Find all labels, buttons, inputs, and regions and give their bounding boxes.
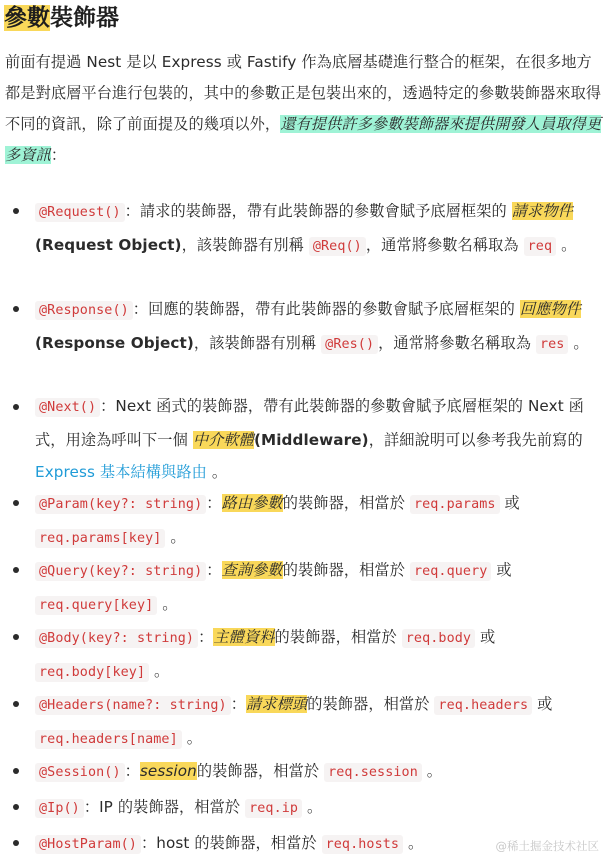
item-text: 。 [157, 595, 178, 613]
watermark: @稀土掘金技术社区 [495, 839, 599, 853]
item-text: 的裝飾器，相當於 [307, 695, 435, 713]
highlight-session: session [139, 762, 197, 780]
bullet [13, 634, 19, 640]
intro-end: ： [50, 146, 67, 164]
heading-highlight: 參數 [4, 5, 50, 31]
section-heading [4, 2, 119, 34]
code-param: @Param(key?: string) [35, 495, 206, 514]
item-text: 。 [568, 334, 589, 352]
code-req: @Req() [309, 237, 366, 256]
bullet [13, 701, 19, 707]
highlight-request-object: 請求物件 [511, 202, 573, 220]
bullet [13, 500, 19, 506]
item-text: ，該裝飾器有別稱 [193, 334, 322, 352]
code-req-body-key: req.body[key] [35, 663, 149, 682]
list-item-content [35, 390, 600, 488]
highlight-response-object: 回應物件 [519, 300, 582, 318]
code-req-name: req [524, 237, 557, 256]
item-text: ，通常將參數名稱取為 [378, 334, 536, 352]
code-req-headers-name: req.headers[name] [35, 730, 182, 749]
item-text: ，通常將參數名稱取為 [365, 236, 524, 254]
item-text: ：Next 函式的裝飾器，帶有此裝飾器的參數會賦予底層框架的 Next 函式，用途為呼叫下一個 [35, 397, 584, 449]
express-article-link[interactable]: Express 基本結構與路由 [35, 463, 207, 481]
item-text: 。 [302, 798, 323, 816]
intro-text: 前面有提過 Nest 是以 Express 或 Fastify 作為底層基礎進行整合的框架，在很多地方都是對底層平台進行包裝的，其中的參數正是包裝出來的，透過特定的參數裝飾器來取得不同的資訊，除了前面提及的幾項以外， [5, 53, 602, 133]
code-req-query-key: req.query[key] [35, 596, 157, 615]
item-text: ：回應的裝飾器，帶有此裝飾器的參數會賦予底層框架的 [132, 300, 520, 318]
item-text: ：host 的裝飾器，相當於 [140, 834, 322, 852]
item-text: 。 [149, 662, 170, 680]
item-text: 或 [532, 695, 553, 713]
highlight-body-data: 主體資料 [213, 628, 275, 646]
item-text: 。 [421, 762, 443, 780]
list-item-content [35, 791, 600, 825]
code-request: @Request() [35, 203, 125, 222]
item-text: 。 [403, 834, 424, 852]
item-text: ：IP 的裝飾器，相當於 [83, 798, 246, 816]
item-text: ，該裝飾器有別稱 [181, 236, 309, 254]
bullet [13, 306, 19, 312]
item-text: 。 [556, 236, 577, 254]
bold-request-object: (Request Object) [35, 236, 182, 254]
code-ip: @Ip() [35, 799, 84, 818]
item-text: 。 [165, 528, 186, 546]
item-text: ：請求的裝飾器，帶有此裝飾器的參數會賦予底層框架的 [124, 202, 512, 220]
highlight-query-param: 查詢參數 [221, 561, 283, 579]
bold-middleware: (Middleware) [253, 431, 369, 449]
highlight-middleware: 中介軟體 [192, 431, 254, 449]
bold-response-object: (Response Object) [35, 334, 194, 352]
bullet [13, 768, 19, 774]
item-text: 的裝飾器，相當於 [196, 762, 325, 780]
item-text: ： [230, 695, 247, 713]
item-text: ： [124, 762, 140, 780]
heading-text: 裝飾器 [50, 5, 119, 31]
item-text: ： [198, 628, 214, 646]
code-req-query: req.query [410, 562, 491, 581]
bullet [13, 208, 19, 214]
code-query: @Query(key?: string) [35, 562, 206, 581]
list-item-content [35, 688, 600, 756]
code-res-name: res [536, 335, 569, 354]
list-item-content [35, 487, 600, 555]
item-text: 。 [181, 729, 202, 747]
item-text: 。 [206, 463, 228, 481]
code-body: @Body(key?: string) [35, 629, 198, 648]
code-headers: @Headers(name?: string) [35, 696, 231, 715]
item-text: 的裝飾器，相當於 [282, 561, 410, 579]
item-text: 或 [475, 628, 496, 646]
item-text: 的裝飾器，相當於 [274, 628, 402, 646]
bullet [13, 840, 19, 846]
code-req-params: req.params [410, 495, 500, 514]
highlight-request-header: 請求標頭 [246, 695, 308, 713]
list-item-content [35, 293, 600, 361]
item-text: 的裝飾器，相當於 [282, 494, 410, 512]
list-item-content [35, 554, 600, 622]
item-text: ： [206, 561, 222, 579]
bullet [13, 567, 19, 573]
item-text: ，詳細說明可以參考我先前寫的 [368, 431, 583, 449]
code-session: @Session() [35, 763, 125, 782]
code-next: @Next() [35, 398, 100, 417]
code-response: @Response() [35, 301, 133, 320]
code-res: @Res() [321, 335, 378, 354]
code-req-ip: req.ip [245, 799, 302, 818]
bullet [13, 404, 19, 410]
intro-paragraph [5, 47, 603, 171]
list-item-content [35, 195, 600, 263]
code-req-session: req.session [324, 763, 422, 782]
code-req-headers: req.headers [434, 696, 532, 715]
item-text: 或 [491, 561, 512, 579]
intro-highlight: 還有提供許多參數裝飾器來提供開發人員取得更多資訊 [5, 115, 602, 164]
highlight-route-param: 路由參數 [221, 494, 283, 512]
item-text: ： [206, 494, 222, 512]
code-req-body: req.body [402, 629, 475, 648]
item-text: 或 [499, 494, 520, 512]
list-item-content [35, 755, 600, 789]
code-req-hosts: req.hosts [322, 835, 403, 854]
bullet [13, 804, 19, 810]
code-hostparam: @HostParam() [35, 835, 141, 854]
list-item-content [35, 621, 600, 689]
code-req-params-key: req.params[key] [35, 529, 165, 548]
